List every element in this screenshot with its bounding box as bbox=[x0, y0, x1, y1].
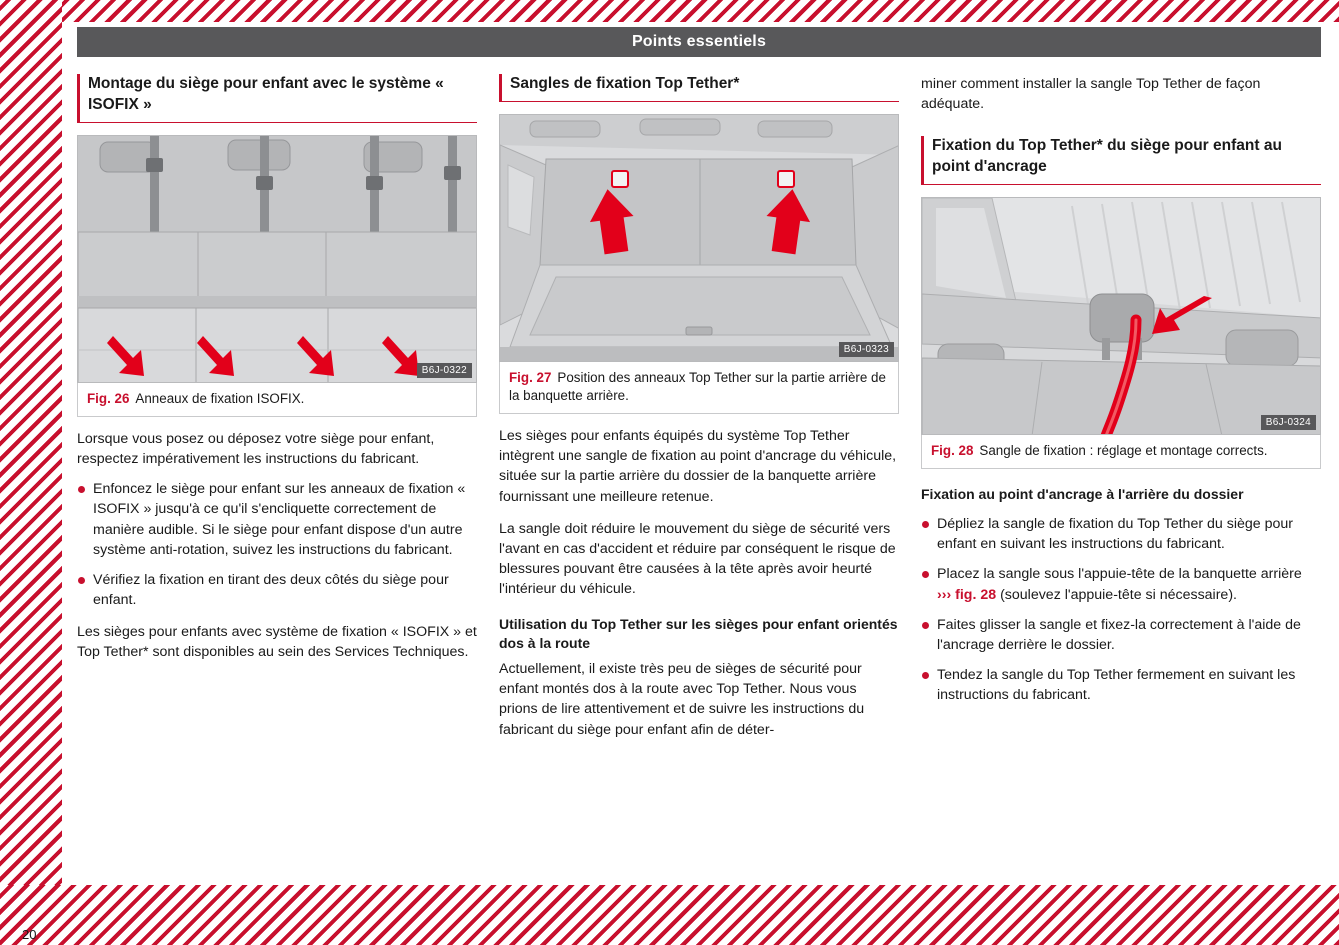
col3-bullet-1-text: Dépliez la sangle de fixation du Top Tether du siège pour enfant en suivant les instructions du fabricant. bbox=[937, 516, 1293, 553]
col3-continuation: miner comment installer la sangle Top Tether de façon adéquate. bbox=[921, 76, 1261, 113]
decorative-border-top bbox=[62, 0, 1339, 22]
page-header bbox=[77, 27, 1321, 57]
figure-28-label: Fig. 28 bbox=[931, 443, 974, 459]
col1-bullet-2: Vérifiez la fixation en tirant des deux côtés du siège pour enfant. bbox=[77, 570, 477, 610]
column-two bbox=[499, 74, 899, 874]
figure-26-label: Fig. 26 bbox=[87, 390, 130, 406]
section-title-top-tether: Sangles de fixation Top Tether* bbox=[499, 74, 899, 102]
col2-paragraph-3: Actuellement, il existe très peu de sièges de sécurité pour enfant montés dos à la route avec Top Tether. Nous vous prions de lire attentivement et de suivre les instructions du fabricant du siège pour enfant afin de déter- bbox=[499, 661, 865, 738]
col3-bullet-3-text: Faites glisser la sangle et fixez-la correctement à l'aide de l'ancrage derrière le dossier. bbox=[937, 616, 1301, 653]
col2-paragraph-2: La sangle doit réduire le mouvement du siège de sécurité vers l'avant en cas d'accident et réduire par conséquent le risque de blessures pouvant être causées à la tête après avoir heurté l'intérieur du véhicule. bbox=[499, 520, 896, 598]
column-one bbox=[77, 74, 477, 874]
page-header-title: Points essentiels bbox=[631, 33, 767, 50]
col3-bullet-2-text-before: Placez la sangle sous l'appuie-tête de la banquette arrière bbox=[937, 566, 1302, 583]
figure-28-image bbox=[921, 197, 1321, 435]
figure-27-caption bbox=[499, 362, 899, 414]
figure-26-caption-text: Anneaux de fixation ISOFIX. bbox=[135, 390, 305, 406]
col2-paragraph-1: Les sièges pour enfants équipés du système Top Tether intègrent une sangle de fixation au point d'ancrage du véhicule, située sur la partie arrière du dossier de la banquette arrière fournissant une meilleure retenue. bbox=[499, 428, 897, 505]
figure-28 bbox=[921, 197, 1321, 469]
col1-bullet-1: Enfoncez le siège pour enfant sur les anneaux de fixation « ISOFIX » jusqu'à ce qu'il s'encliquette correctement de manière audible. Si le siège pour enfant dispose d'un autre système anti-rotation, suivez les instructions du fabricant. bbox=[77, 479, 477, 560]
figure-28-caption bbox=[921, 435, 1321, 469]
figure-26 bbox=[77, 135, 477, 417]
col3-subtitle: Fixation au point d'ancrage à l'arrière du dossier bbox=[921, 486, 1244, 503]
figure-26-caption bbox=[77, 383, 477, 417]
col2-subtitle: Utilisation du Top Tether sur les sièges pour enfant orientés dos à la route bbox=[499, 616, 898, 652]
content-columns bbox=[77, 74, 1321, 874]
col1-bullet-list bbox=[77, 479, 477, 610]
cross-reference-arrows: ››› bbox=[937, 586, 956, 603]
col1-paragraph-1: Lorsque vous posez ou déposez votre siège pour enfant, respectez impérativement les instructions du fabricant. bbox=[77, 430, 435, 468]
manual-page bbox=[62, 22, 1339, 885]
page-number: 20 bbox=[22, 927, 37, 942]
figure-27 bbox=[499, 114, 899, 414]
decorative-border-left bbox=[0, 0, 62, 945]
tether-strap-routing-illustration bbox=[922, 198, 1321, 435]
decorative-border-bottom bbox=[0, 885, 1339, 945]
col3-bullet-2-figref[interactable]: fig. 28 bbox=[955, 586, 997, 603]
col3-bullet-2 bbox=[921, 564, 1321, 604]
figure-27-caption-text: Position des anneaux Top Tether sur la partie arrière de la banquette arrière. bbox=[509, 369, 886, 404]
col3-bullet-1 bbox=[921, 514, 1321, 554]
figure-27-label: Fig. 27 bbox=[509, 369, 552, 385]
rear-bench-isofix-illustration bbox=[78, 136, 477, 383]
col3-bullet-3 bbox=[921, 615, 1321, 655]
col3-bullet-2-text-after: (soulevez l'appuie-tête si nécessaire). bbox=[996, 586, 1237, 603]
boot-top-tether-anchorage-illustration bbox=[500, 115, 899, 362]
figure-27-code: B6J-0323 bbox=[839, 342, 894, 357]
figure-28-caption-text: Sangle de fixation : réglage et montage corrects. bbox=[979, 443, 1268, 459]
figure-28-code: B6J-0324 bbox=[1261, 415, 1316, 430]
figure-26-image bbox=[77, 135, 477, 383]
col3-bullet-4 bbox=[921, 665, 1321, 705]
section-title-top-tether-anchorage: Fixation du Top Tether* du siège pour enfant au point d'ancrage bbox=[921, 136, 1321, 185]
figure-26-code: B6J-0322 bbox=[417, 363, 472, 378]
col3-bullet-list bbox=[921, 514, 1321, 705]
section-title-isofix: Montage du siège pour enfant avec le système « ISOFIX » bbox=[77, 74, 477, 123]
figure-27-image bbox=[499, 114, 899, 362]
column-three bbox=[921, 74, 1321, 874]
col3-bullet-4-text: Tendez la sangle du Top Tether fermement en suivant les instructions du fabricant. bbox=[937, 667, 1296, 704]
col1-paragraph-2: Les sièges pour enfants avec système de fixation « ISOFIX » et Top Tether* sont disponibles au sein des Services Techniques. bbox=[77, 624, 477, 661]
